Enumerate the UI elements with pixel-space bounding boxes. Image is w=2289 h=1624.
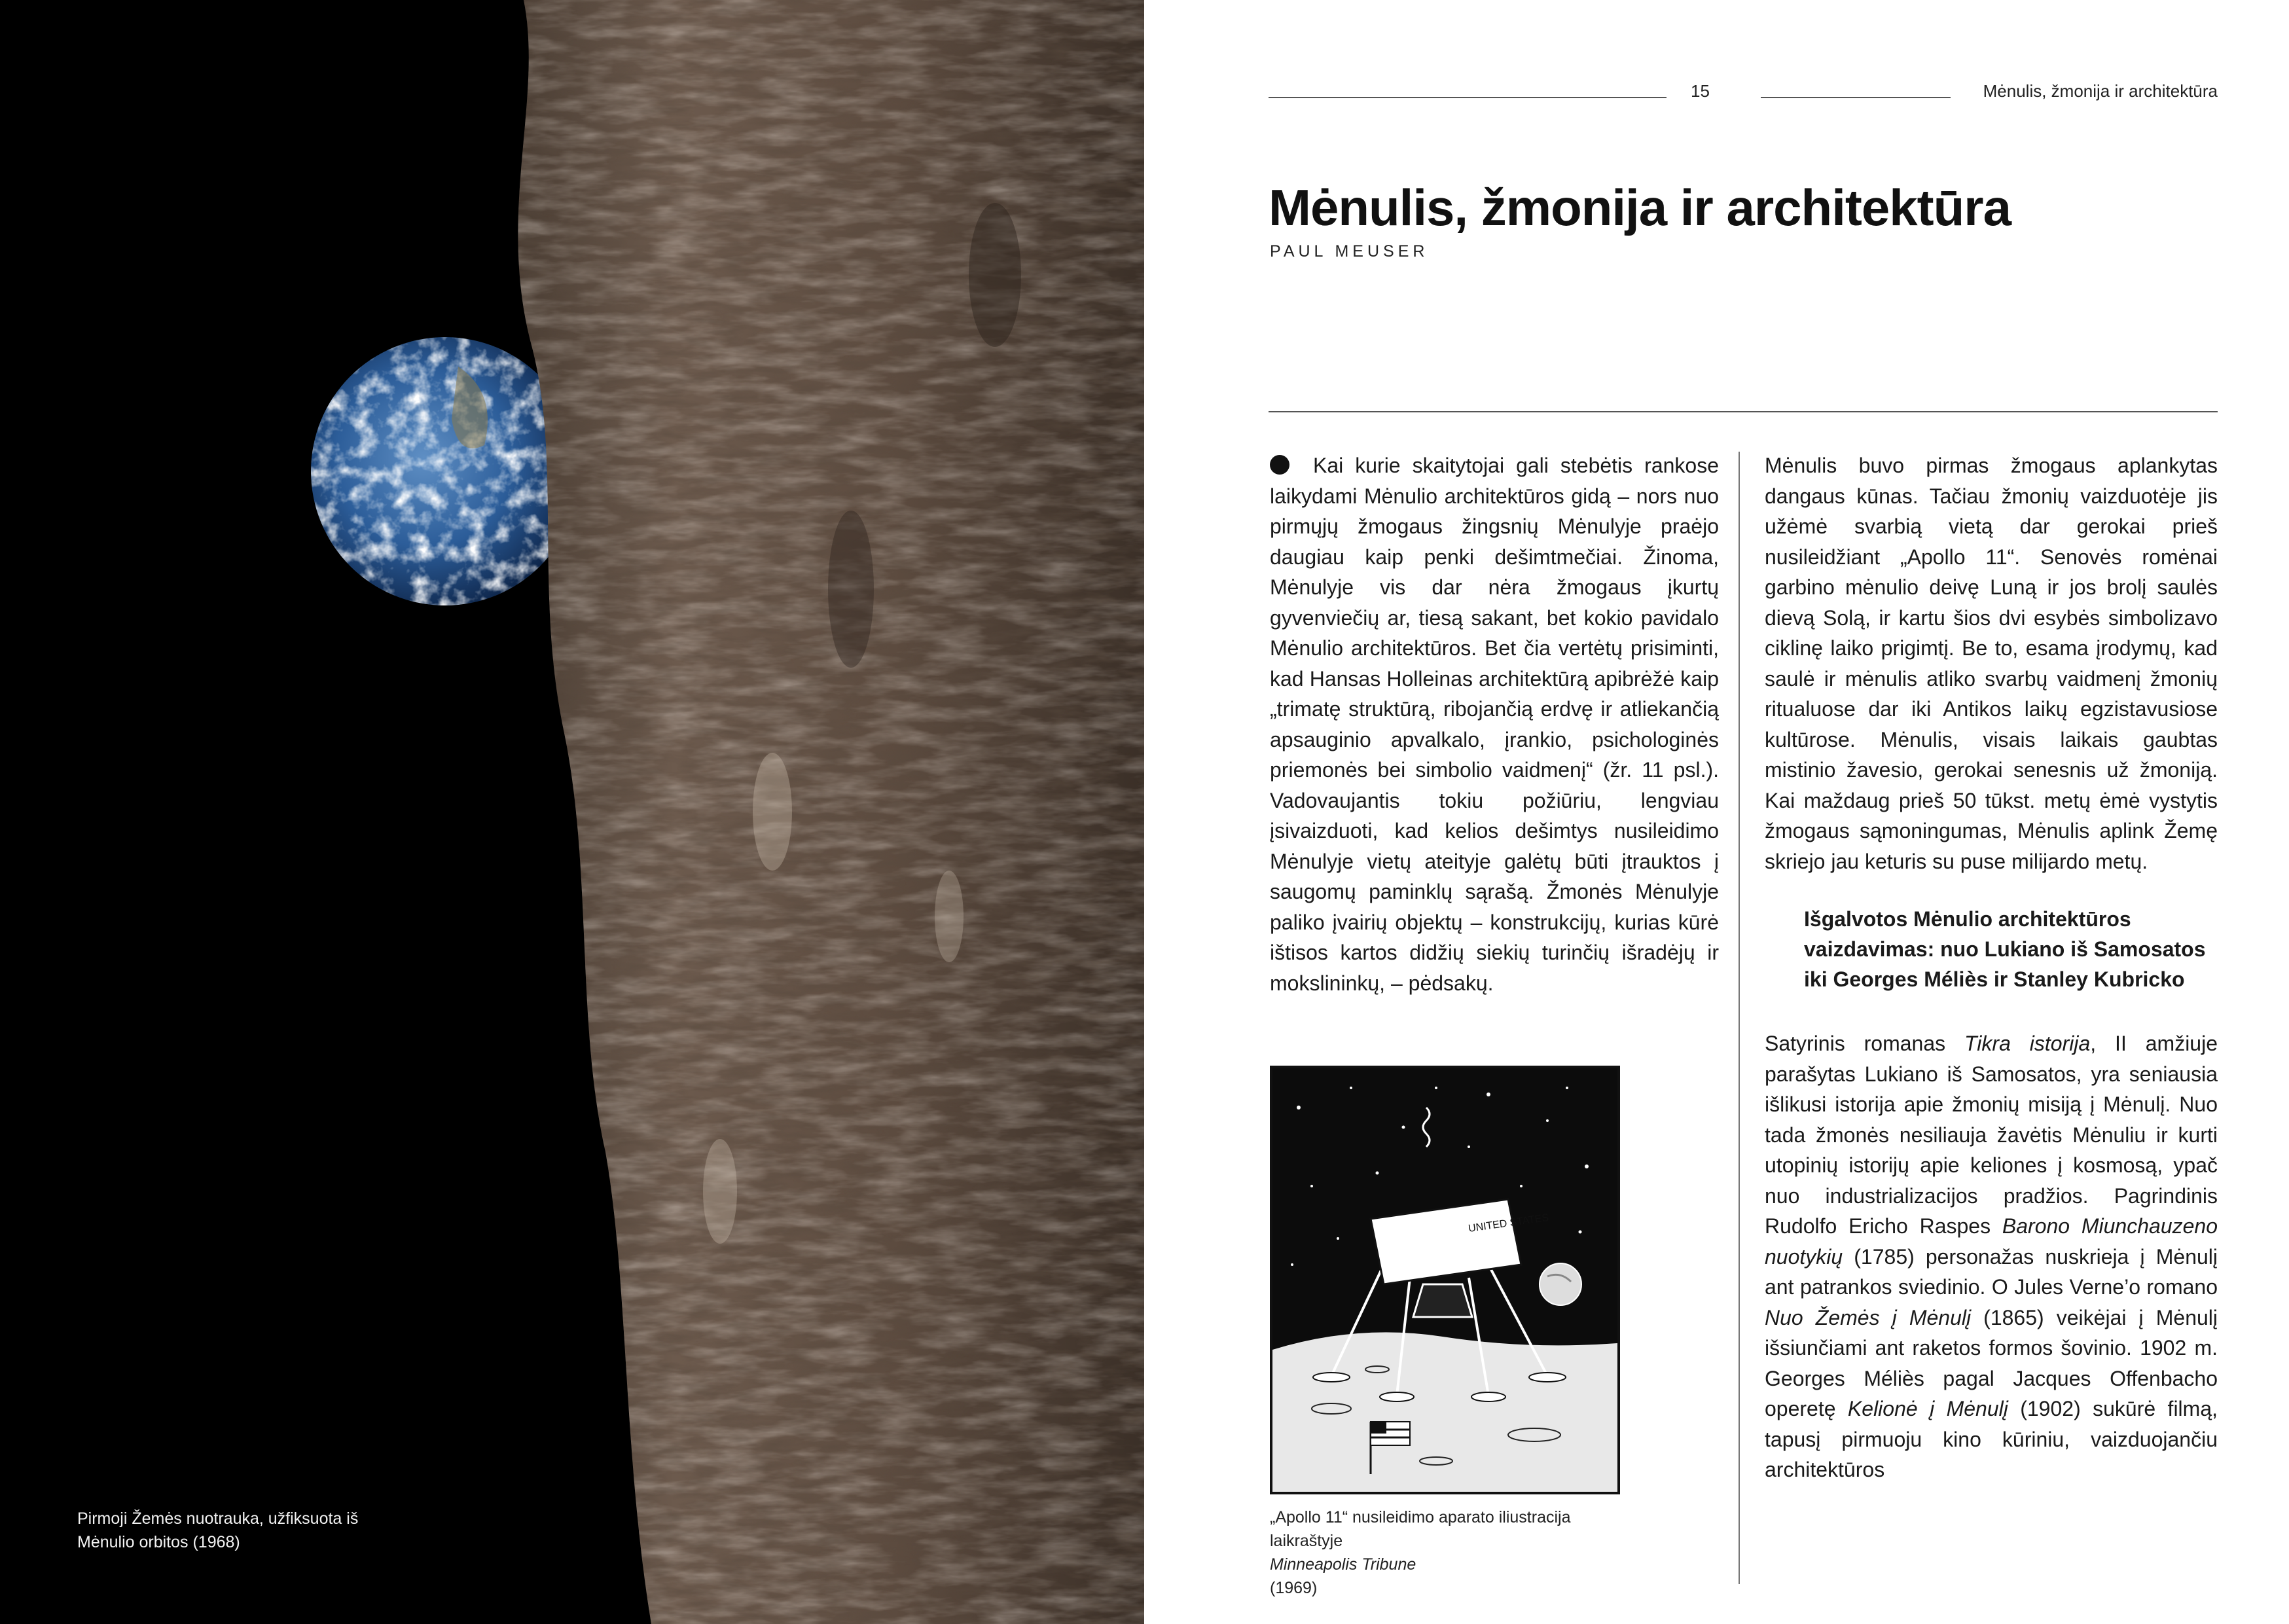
italic-title: Barono Miunchauzeno nuotykių: [1765, 1214, 2218, 1269]
photo-caption: [77, 1507, 470, 1554]
photo-caption-line: Pirmoji Žemės nuotrauka, užfiksuota iš: [77, 1509, 359, 1528]
article-author: PAUL MEUSER: [1270, 242, 1429, 261]
header-rule: [1761, 97, 1951, 98]
intro-paragraph: [1270, 450, 1719, 998]
running-header: [1269, 79, 2218, 105]
bullet-dot-icon: [1270, 455, 1289, 475]
text-run: (1785) personažas nuskrieja į Mėnulį ant patrankos sviedinio. O Jules Verne’o romano: [1765, 1244, 2218, 1299]
text-run: (1969): [1270, 1579, 1318, 1597]
body-paragraph: [1765, 1028, 2218, 1485]
caption-line: [1270, 1529, 1663, 1600]
page-number: 15: [1691, 81, 1710, 101]
lander-engine-nozzle: [1413, 1284, 1472, 1317]
article-title: Mėnulis, žmonija ir architektūra: [1269, 179, 2011, 236]
earthrise-photo: [0, 0, 1144, 1624]
title-rule: [1269, 411, 2218, 412]
illustration-caption: [1270, 1506, 1663, 1600]
right-page-text: [1144, 0, 2289, 1624]
caption-line: „Apollo 11“ nusileidimo aparato iliustracija: [1270, 1508, 1571, 1526]
body-paragraph: Mėnulis buvo pirmas žmogaus aplankytas dangaus kūnas. Tačiau žmonių vaizduotėje jis užėmė svarbią vietą dar gerokai prieš nusileidžiant „Apollo 11“. Senovės romėnai garbino mėnulio deivę Luną ir jos brolį saulės dievą Solą, ir kartu šios dvi esybės simbolizavo ciklinę laiko prigimtį. Be to, esama įrodymų, kad saulė ir mėnulis atliko svarbų vaidmenį žmonių ritualuose dar iki Antikos laikų egzistavusiose kultūrose. Mėnulis, visais laikais gaubtas mistinio žavesio, gerokai senesnis už žmoniją. Kai maždaug prieš 50 tūkst. metų ėmė vystytis žmogaus sąmoningumas, Mėnulis aplink Žemę skriejo jau keturis su puse milijardo metų.: [1765, 454, 2218, 873]
header-rule: [1269, 97, 1667, 98]
column-divider: [1739, 452, 1740, 1584]
text-run: (1865) veikėjai į Mėnulį išsiunčiami ant raketos formos šovinio. 1902 m. Georges Méliès pagal Jacques Offenbacho operetę: [1765, 1305, 2218, 1420]
text-run: laikraštyje: [1270, 1532, 1343, 1550]
photo-caption-line: Mėnulio orbitos (1968): [77, 1533, 240, 1551]
text-run: , II amžiuje parašytas Lukiano iš Samosatos, yra seniausia išlikusi istorija apie žmonių misiją į Mėnulį. Nuo tada žmonės nesiliauja žavėtis Mėnuliu ir kurti utopinių istorijų apie keliones į kosmosą, ypač nuo industrializacijos pradžios. Pagrindinis Rudolfo Ericho Raspes: [1765, 1032, 2218, 1238]
lander-cartoon: [1272, 1068, 1617, 1492]
text-column-right: [1765, 450, 2218, 1485]
subheading: Išgalvotos Mėnulio architektūros vaizdavimas: nuo Lukiano iš Samosatos iki Georges Méliès ir Stanley Kubricko: [1804, 907, 2206, 991]
italic-title: Tikra istorija: [1964, 1032, 2091, 1055]
text-run: (1902) sukūrė filmą, tapusį pirmuoju kino kūriniu, vaizduojančiu architektūros: [1765, 1397, 2218, 1481]
italic-title: Nuo Žemės į Mėnulį: [1765, 1305, 1972, 1329]
apollo-lander-illustration: [1270, 1066, 1620, 1494]
text-column-left: [1270, 450, 1719, 998]
intro-paragraph-text: Kai kurie skaitytojai gali stebėtis rankose laikydami Mėnulio architektūros gidą – nors nuo pirmųjų žmogaus žingsnių Mėnulyje praėjo daugiau kaip penki dešimtmečiai. Žinoma, Mėnulyje vis dar nėra žmogaus įkurtų gyvenviečių ar, tiesą sakant, bet kokio pavidalo Mėnulio architektūros. Bet čia vertėtų prisiminti, kad Hansas Holleinas architektūrą apibrėžė kaip „trimatę struktūrą, ribojančią erdvę ir atliekančią apsauginio apvalkalo, įrankio, psichologinės priemonės bei simbolio vaidmenį“ (žr. 11 psl.). Vadovaujantis tokiu požiūriu, lengviau įsivaizduoti, kad kelios dešimtys nusileidimo Mėnulyje vietų ateityje galėtų būti įtrauktos į saugomų paminklų sąrašą. Žmonės Mėnulyje paliko įvairių objektų – konstrukcijų, kurias kūrė ištisos kartos didžių siekių turinčių išradėjų ir mokslininkų, – pėdsakų.: [1270, 454, 1719, 995]
italic-title: Minneapolis Tribune: [1270, 1555, 1416, 1574]
lander-flag-text: UNITED STATES: [1468, 1212, 1550, 1235]
italic-title: Kelionė į Mėnulį: [1847, 1397, 2008, 1420]
text-run: Satyrinis romanas: [1765, 1032, 1965, 1055]
running-section-title: Mėnulis, žmonija ir architektūra: [1983, 81, 2218, 101]
left-page-photo-spread: [0, 0, 1144, 1624]
